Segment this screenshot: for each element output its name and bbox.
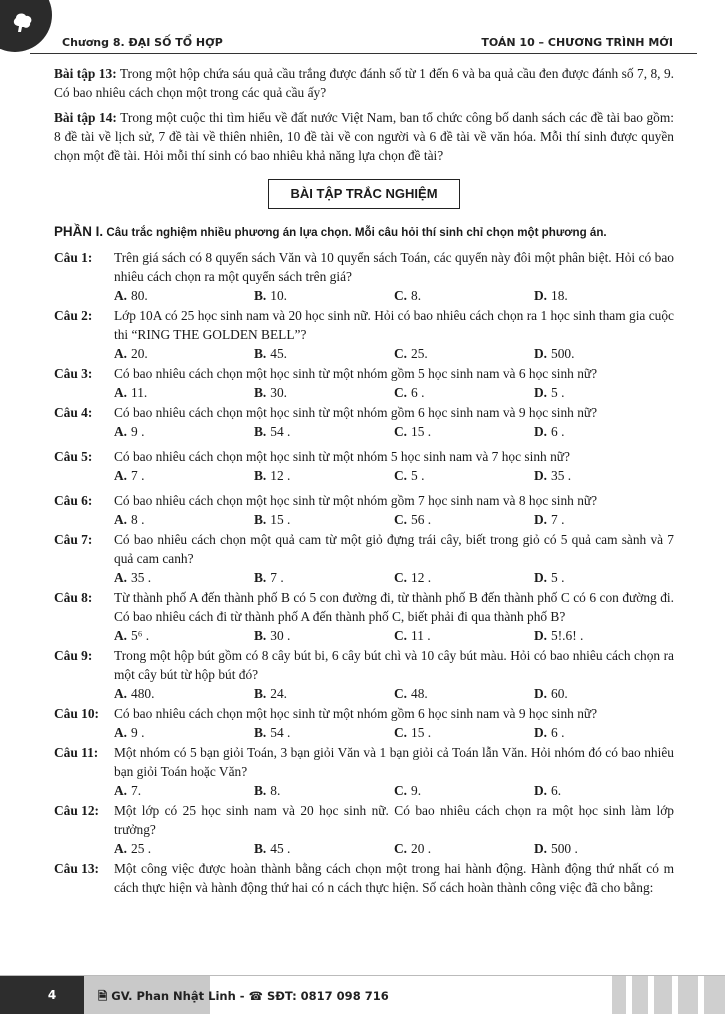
question [54,364,674,383]
page-number: 4 [0,976,84,1014]
answer-options [114,684,674,703]
answer-options [114,422,674,441]
option-value: 80. [131,288,148,303]
option-key: D. [534,512,548,527]
option-value: 7. [131,783,142,798]
option-value: 35 . [131,570,152,585]
option-value: 54 . [270,725,291,740]
option-value: 5 . [551,385,565,400]
question-text: Có bao nhiêu cách chọn một học sinh từ một nhóm gồm 7 học sinh nam và 8 học sinh nữ? [114,493,598,508]
option-value: 500. [551,346,575,361]
option-value: 35 . [551,468,572,483]
option-key: D. [534,628,548,643]
exercise-14 [54,108,674,165]
answer-option [394,466,534,485]
option-key: B. [254,424,267,439]
answer-option [394,684,534,703]
answer-option [114,568,254,587]
option-value: 6 . [551,424,565,439]
question-list [54,248,674,897]
option-value: 30 . [270,628,291,643]
answer-option [254,839,394,858]
answer-option [114,422,254,441]
option-value: 11. [131,385,148,400]
option-value: 12 . [411,570,432,585]
option-key: D. [534,346,548,361]
answer-option [534,344,674,363]
phone-number: SĐT: 0817 098 716 [266,989,389,1003]
option-value: 7 . [551,512,565,527]
question-text: Từ thành phố A đến thành phố B có 5 con đường đi, từ thành phố B đến thành phố C có 6 con đường đi. Có bao nhiêu cách đi từ thành phố A đến thành phố C, biết phải đi qua thành phố B? [114,590,674,624]
answer-option [114,510,254,529]
course-title: TOÁN 10 – CHƯƠNG TRÌNH MỚI [481,36,673,49]
question-text: Một lớp có 25 học sinh nam và 20 học sinh nữ. Có bao nhiêu cách chọn ra một học sinh làm lớp trưởng? [114,803,674,837]
option-value: 6. [551,783,562,798]
question-text: Một công việc được hoàn thành bằng cách chọn một trong hai hành động. Hành động thứ nhất có m cách thực hiện và hành động thứ hai có n cách thực hiện. Số cách hoàn thành công việc đã cho bằng: [114,861,674,895]
option-key: B. [254,512,267,527]
question [54,743,674,781]
option-value: 15 . [411,725,432,740]
answer-option [114,344,254,363]
answer-option [254,723,394,742]
option-value: 5 . [551,570,565,585]
answer-option [254,684,394,703]
answer-option [394,723,534,742]
answer-options [114,286,674,305]
option-value: 20. [131,346,148,361]
option-key: D. [534,385,548,400]
answer-option [114,383,254,402]
question [54,704,674,723]
option-key: C. [394,628,408,643]
answer-option [534,781,674,800]
answer-option [254,286,394,305]
option-value: 15 . [411,424,432,439]
option-key: A. [114,424,128,439]
option-key: A. [114,686,128,701]
option-value: 8 . [131,512,145,527]
option-value: 60. [551,686,568,701]
answer-option [114,723,254,742]
author-name: GV. Phan Nhật Linh [111,989,236,1003]
option-key: B. [254,841,267,856]
answer-option [254,626,394,645]
question [54,306,674,344]
option-key: C. [394,346,408,361]
question-label: Câu 11: [54,745,99,760]
question-label: Câu 3: [54,366,93,381]
option-key: A. [114,570,128,585]
footer-credit [98,989,389,1008]
phone-icon: ☎ [248,989,263,1003]
question-label: Câu 13: [54,861,100,876]
option-key: D. [534,783,548,798]
question [54,646,674,684]
option-key: D. [534,725,548,740]
option-key: C. [394,783,408,798]
option-key: C. [394,686,408,701]
question-label: Câu 4: [54,405,93,420]
header-divider [30,53,697,54]
chapter-title: Chương 8. ĐẠI SỐ TỔ HỢP [62,36,223,49]
option-value: 6 . [411,385,425,400]
answer-option [534,626,674,645]
document-icon: 🗎 [98,989,108,1003]
answer-option [534,510,674,529]
option-key: A. [114,725,128,740]
answer-option [114,781,254,800]
question-text: Trong một hộp bút gồm có 8 cây bút bi, 6 cây bút chì và 10 cây bút màu. Hỏi có bao nhiêu cách chọn ra một cây bút từ hộp bút đó? [114,648,674,682]
question-label: Câu 8: [54,590,93,605]
question [54,403,674,422]
option-value: 48. [411,686,428,701]
answer-option [534,422,674,441]
answer-options [114,723,674,742]
question-label: Câu 2: [54,308,93,323]
answer-option [114,839,254,858]
exercise-13 [54,64,674,102]
option-key: D. [534,288,548,303]
answer-option [534,723,674,742]
option-value: 25 . [131,841,152,856]
option-key: C. [394,424,408,439]
option-key: D. [534,468,548,483]
answer-option [254,422,394,441]
answer-option [254,383,394,402]
footer-stripe [632,976,648,1014]
answer-options [114,344,674,363]
option-value: 5 . [411,468,425,483]
answer-option [254,344,394,363]
option-value: 480. [131,686,155,701]
option-value: 30. [270,385,288,400]
option-value: 9 . [131,424,145,439]
question [54,447,674,466]
answer-option [114,466,254,485]
option-value: 18. [551,288,568,303]
answer-options [114,781,674,800]
option-key: D. [534,686,548,701]
option-value: 24. [270,686,288,701]
option-key: B. [254,570,267,585]
answer-option [394,626,534,645]
option-value: 12 . [270,468,291,483]
answer-option [394,286,534,305]
answer-option [394,422,534,441]
option-value: 500 . [551,841,578,856]
option-value: 5!.6! . [551,628,584,643]
answer-option [394,344,534,363]
answer-option [254,781,394,800]
answer-option [534,568,674,587]
answer-options [114,510,674,529]
question-text: Có bao nhiêu cách chọn một học sinh từ một nhóm gồm 5 học sinh nam và 6 học sinh nữ? [114,366,598,381]
option-value: 11 . [411,628,431,643]
answer-option [114,286,254,305]
question-label: Câu 12: [54,803,100,818]
part-heading [54,223,674,242]
option-value: 20 . [411,841,432,856]
option-key: A. [114,468,128,483]
answer-options [114,383,674,402]
option-value: 15 . [270,512,291,527]
answer-option [254,568,394,587]
option-key: C. [394,468,408,483]
option-value: 6 . [551,725,565,740]
option-key: D. [534,424,548,439]
question-text: Có bao nhiêu cách chọn một quả cam từ một giỏ đựng trái cây, biết trong giỏ có 5 quả cam sành và 7 quả cam canh? [114,532,674,566]
answer-options [114,466,674,485]
option-key: A. [114,841,128,856]
option-key: B. [254,385,267,400]
answer-option [394,510,534,529]
answer-options [114,626,674,645]
exercise-label: Bài tập 14: [54,110,117,125]
answer-option [394,383,534,402]
option-value: 7 . [131,468,145,483]
question-label: Câu 1: [54,250,93,265]
option-value: 8. [411,288,422,303]
option-key: B. [254,288,267,303]
option-key: A. [114,288,128,303]
option-value: 45. [270,346,288,361]
question-label: Câu 6: [54,493,93,508]
answer-option [394,839,534,858]
option-key: B. [254,346,267,361]
question-text: Có bao nhiêu cách chọn một học sinh từ một nhóm gồm 6 học sinh nam và 9 học sinh nữ? [114,706,598,721]
exercise-text: Trong một hộp chứa sáu quả cầu trắng được đánh số từ 1 đến 6 và ba quả cầu đen được đánh số 7, 8, 9. Có bao nhiêu cách chọn một trong các quả cầu ấy? [54,66,674,100]
footer-stripe [678,976,698,1014]
option-key: C. [394,512,408,527]
option-key: A. [114,783,128,798]
page-content [54,64,674,897]
option-value: 7 . [270,570,284,585]
answer-option [534,839,674,858]
section-title: BÀI TẬP TRẮC NGHIỆM [268,179,460,209]
question [54,588,674,626]
question-text: Trên giá sách có 8 quyển sách Văn và 10 quyển sách Toán, các quyển này đôi một phân biệt. Hỏi có bao nhiêu cách chọn ra một quyển sách trên giá? [114,250,674,284]
answer-option [394,568,534,587]
option-key: C. [394,841,408,856]
answer-option [114,684,254,703]
answer-option [534,383,674,402]
question-text: Có bao nhiêu cách chọn một học sinh từ một nhóm 5 học sinh nam và 7 học sinh nữ? [114,449,570,464]
option-value: 9 . [131,725,145,740]
question [54,530,674,568]
exercise-text: Trong một cuộc thi tìm hiểu về đất nước Việt Nam, ban tổ chức công bố danh sách các đề tài bao gồm: 8 đề tài về lịch sử, 7 đề tài về thiên nhiên, 10 đề tài về con người và 6 đề tài về văn hóa. Mỗi thí sinh được quyền chọn một đề tài. Hỏi mỗi thí sinh có bao nhiêu khả năng lựa chọn đề tài? [54,110,675,163]
answer-options [114,568,674,587]
option-value: 45 . [270,841,291,856]
footer-stripe [612,976,626,1014]
option-key: C. [394,288,408,303]
exercise-label: Bài tập 13: [54,66,117,81]
option-key: A. [114,628,128,643]
part-text: Câu trắc nghiệm nhiều phương án lựa chọn. Mỗi câu hỏi thí sinh chỉ chọn một phương án. [106,226,607,239]
brain-logo-icon [8,10,38,40]
part-label: PHẦN I. [54,224,104,239]
question-label: Câu 7: [54,532,93,547]
option-key: B. [254,783,267,798]
answer-option [534,466,674,485]
answer-options [114,839,674,858]
option-key: B. [254,628,267,643]
answer-option [254,466,394,485]
answer-option [114,626,254,645]
option-key: B. [254,686,267,701]
question-label: Câu 5: [54,449,93,464]
option-key: D. [534,841,548,856]
footer-stripe [654,976,672,1014]
question-label: Câu 10: [54,706,100,721]
question-text: Một nhóm có 5 bạn giỏi Toán, 3 bạn giỏi Văn và 1 bạn giỏi cả Toán lẫn Văn. Hỏi nhóm đó có bao nhiêu bạn giỏi Toán hoặc Văn? [114,745,674,779]
question [54,801,674,839]
option-key: A. [114,512,128,527]
answer-option [254,510,394,529]
option-value: 25. [411,346,428,361]
footer-stripe [704,976,725,1014]
footer-separator: - [239,989,245,1003]
option-key: C. [394,385,408,400]
option-key: B. [254,725,267,740]
option-key: A. [114,385,128,400]
option-key: B. [254,468,267,483]
question-text: Lớp 10A có 25 học sinh nam và 20 học sinh nữ. Hỏi có bao nhiêu cách chọn ra 1 học sinh tham gia cuộc thi “RING THE GOLDEN BELL”? [114,308,674,342]
option-key: C. [394,725,408,740]
option-key: A. [114,346,128,361]
question [54,248,674,286]
option-key: C. [394,570,408,585]
option-value: 54 . [270,424,291,439]
answer-option [394,781,534,800]
answer-option [534,684,674,703]
option-value: 10. [270,288,288,303]
answer-option [534,286,674,305]
question [54,859,674,897]
question-text: Có bao nhiêu cách chọn một học sinh từ một nhóm gồm 6 học sinh nam và 9 học sinh nữ? [114,405,598,420]
question-label: Câu 9: [54,648,93,663]
option-value: 9. [411,783,422,798]
option-value: 8. [270,783,281,798]
question [54,491,674,510]
option-value: 56 . [411,512,432,527]
option-key: D. [534,570,548,585]
option-value: 5⁶ . [131,628,150,643]
